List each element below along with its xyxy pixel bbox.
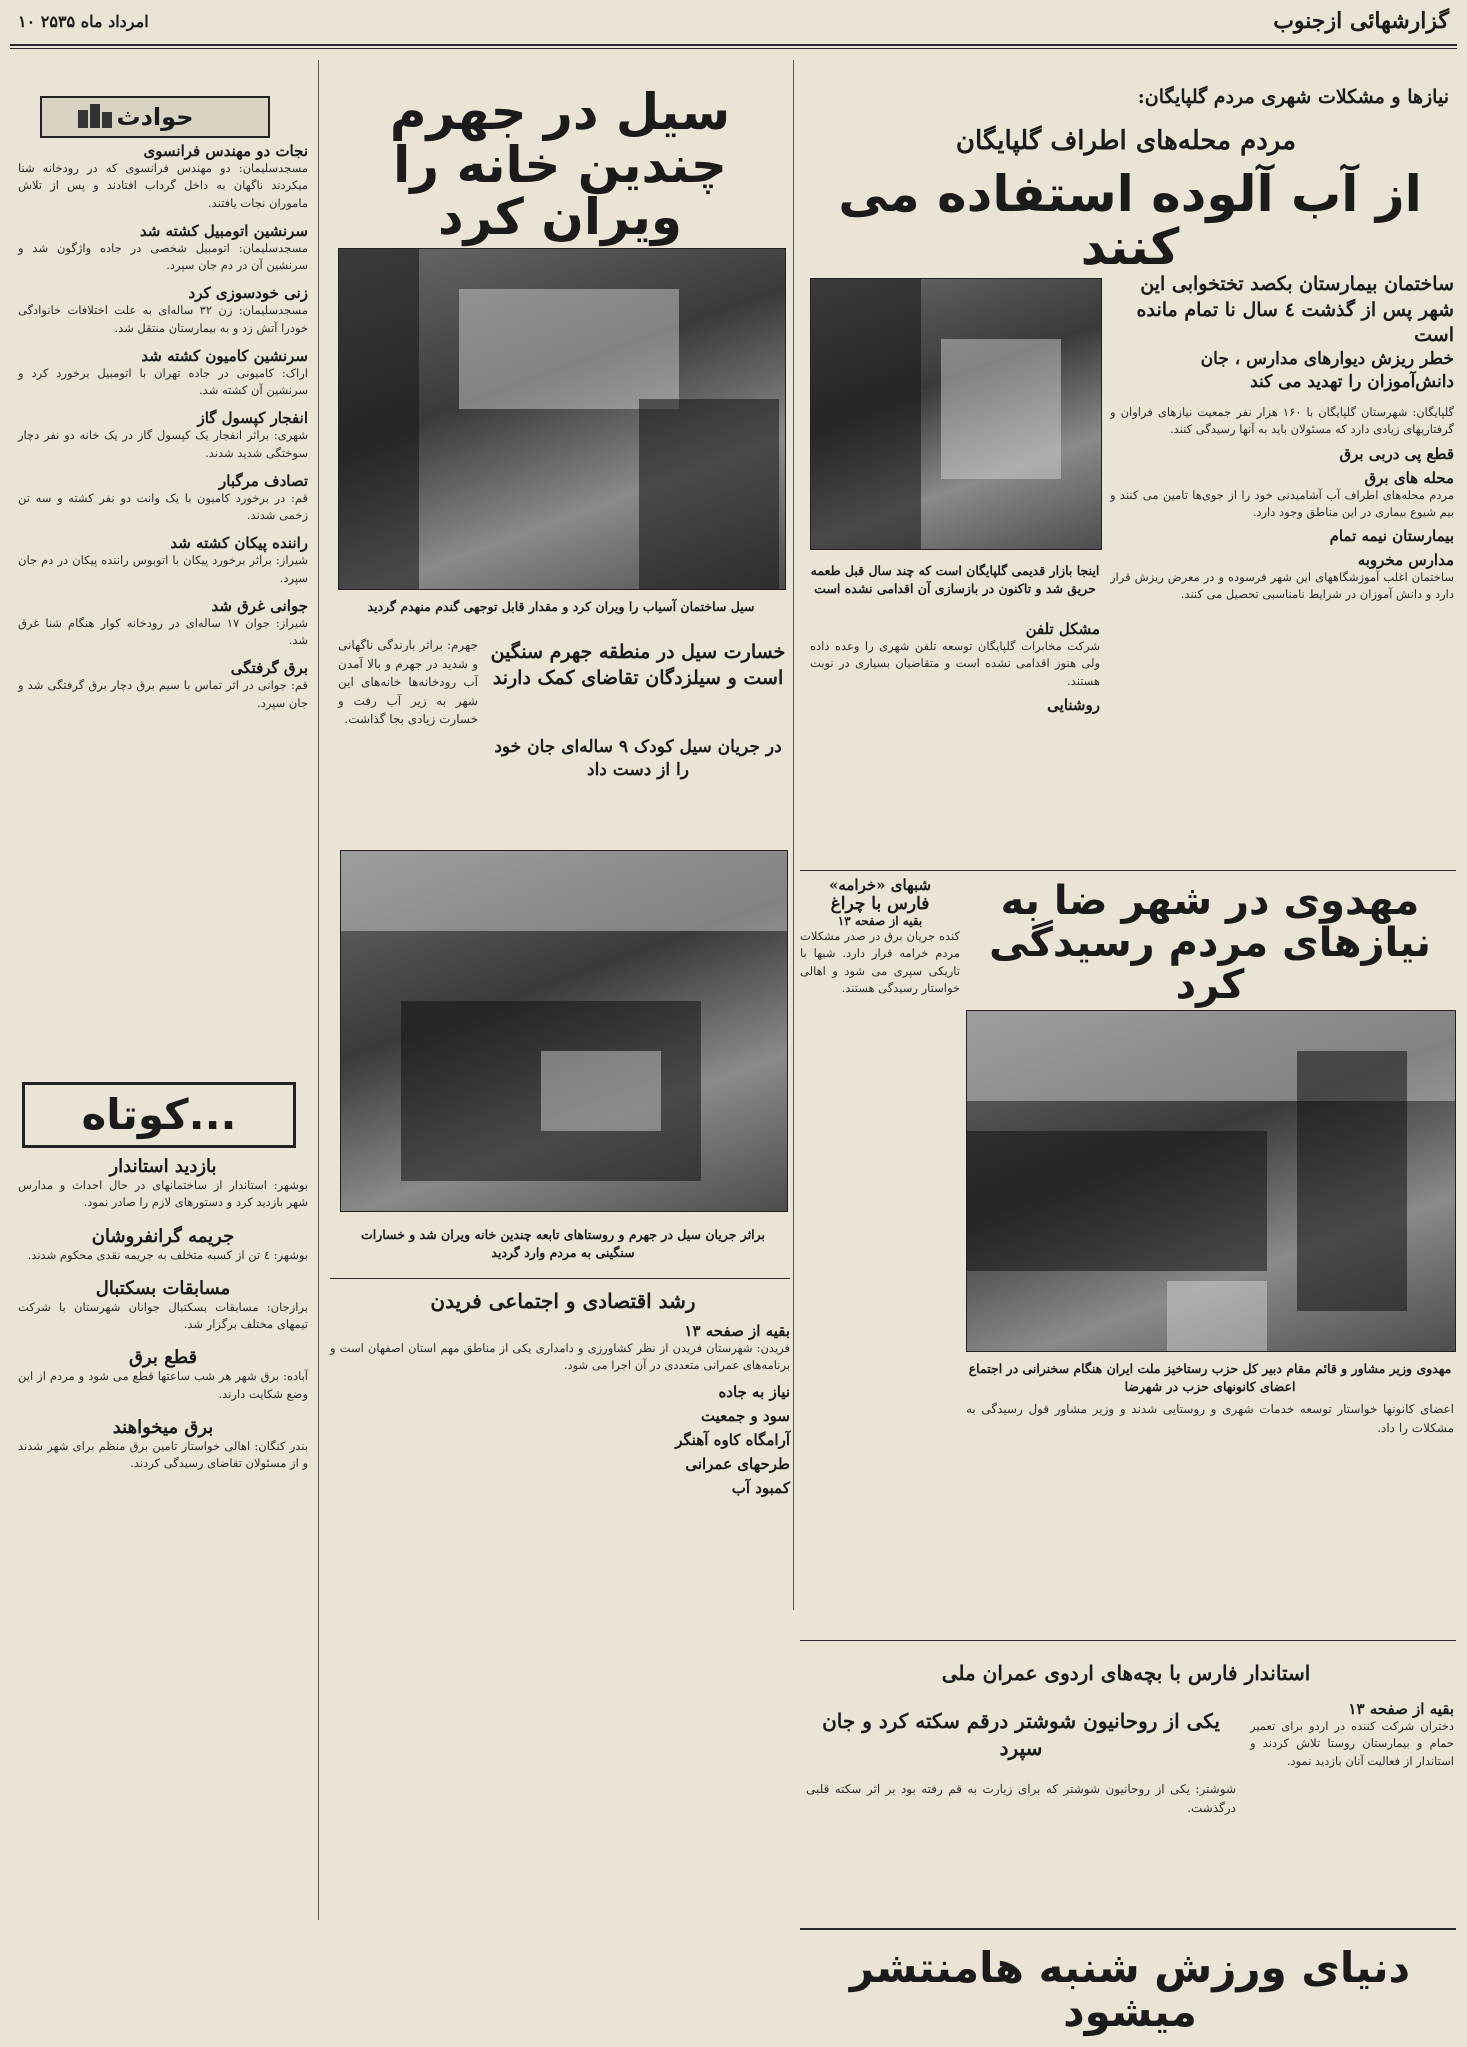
economy-cont: بقیه از صفحه ۱۳: [684, 1322, 790, 1340]
economy-article: [330, 1322, 790, 1922]
economy-subhead-kaveh: آرامگاه کاوه آهنگر: [675, 1430, 790, 1449]
center-rule: [330, 1278, 790, 1279]
golpayegan-body-a: گلپایگان: شهرستان گلپایگان با ۱۶۰ هزار نفر جمعیت نیازهای فراوان و گرفتاریهای زیادی دارد که مسئولان باید به آنها رسیدگی کنند.: [1110, 405, 1454, 437]
hawadeth-item-title: نجات دو مهندس فرانسوی: [143, 142, 308, 160]
fars-headline: استاندار فارس با بچه‌های اردوی عمران ملی: [941, 1661, 1311, 1685]
issue-date: ۱۰ امرداد ماه ۲۵۳۵: [18, 12, 149, 31]
golpayegan-body-2: [810, 620, 1100, 870]
hawadeth-item: [18, 534, 308, 587]
hawadeth-item-body: شهری: براثر انفجار یک کپسول گاز در یک خانه دو نفر دچار سوختگی شدید شدند.: [18, 428, 308, 460]
fars-rule: [800, 1640, 1456, 1641]
kootah-list: [18, 1156, 308, 1472]
fars-article: [1250, 1700, 1454, 1770]
kootah-item-title: بازدید استاندار: [109, 1156, 217, 1177]
golpayegan-body: [1110, 404, 1454, 874]
hawadeth-item-body: اراک: کامیونی در جاده تهران با اتومبیل برخورد کرد و سرنشین آن کشته شد.: [18, 365, 308, 397]
golpayegan-kicker: نیازها و مشکلات شهری مردم گلپایگان:: [1137, 86, 1449, 108]
flood-mill-caption: سیل ساختمان آسیاب را ویران کرد و مقدار قابل توجهی گندم منهدم گردید: [367, 599, 755, 614]
sport-rule: [800, 1928, 1456, 1930]
kootah-item-body: آباده: برق شهر هر شب ساعتها قطع می شود و مردم از این وضع شکایت دارند.: [18, 1369, 308, 1401]
hawadeth-item: [18, 659, 308, 712]
hawadeth-item-body: قم: در برخورد کامیون با یک وانت دو نفر کشته و سه تن زخمی شدند.: [18, 490, 308, 522]
hawadeth-item: [18, 597, 308, 650]
golpayegan-deck: مردم محله‌های اطراف گلپایگان: [955, 126, 1297, 156]
kootah-box-title: کوتاه...: [22, 1082, 296, 1148]
hawadeth-box-title: حوادث: [40, 96, 270, 138]
kootah-item: [18, 1156, 308, 1212]
kootah-item-body: بوشهر: استاندار از ساختمانهای در حال احداث و مدارس شهر بازدید کرد و دستورهای لازم را صادر نمود.: [18, 1178, 308, 1210]
header-rule: [10, 44, 1457, 46]
khorameh-title: فارس با چراغ: [830, 894, 930, 914]
mahdavi-photo: [966, 1010, 1456, 1352]
flood-houses-caption: براثر جریان سیل در جهرم و روستاهای تابعه چندین خانه ویران شد و خسارات سنگینی به مردم وارد گردید: [360, 1227, 766, 1261]
header-rule-thin: [10, 48, 1457, 49]
section-title: گزارشهائی ازجنوب: [1273, 8, 1449, 34]
flood-mill-photo: [338, 248, 786, 590]
golpayegan-body-c: شرکت مخابرات گلپایگان توسعه تلفن شهری را وعده داده ولی هنوز اقدامی نشده است و متقاضیان بسیاری در نوبت هستند.: [810, 639, 1100, 688]
hawadeth-item-body: مسجدسلیمان: دو مهندس فرانسوی که در رودخانه شنا میکردند ناگهان به داخل گرداب افتادند و پس از تلاش ماموران نجات یافتند.: [18, 161, 308, 210]
building-icon: [76, 100, 116, 130]
hawadeth-list: [18, 142, 308, 712]
mahdavi-caption: مهدوی وزیر مشاور و قائم مقام دبیر کل حزب رستاخیز ملت ایران هنگام سخنرانی در اجتماع اعضای کانونهای حزب در شهرضا: [968, 1361, 1452, 1395]
subhead-hospital: بیمارستان نیمه تمام: [1329, 527, 1454, 545]
hawadeth-item-title: انفجار کپسول گاز: [197, 409, 308, 428]
jahrom-headline: سیل در جهرم چندین خانه را ویران کرد: [389, 83, 731, 246]
jahrom-subheadline: خسارت سیل در منطقه جهرم سنگین است و سیلزدگان تقاضای کمک دارند: [490, 641, 786, 689]
golpayegan-body-d: مردم محله‌های اطراف آب آشامیدنی خود را از جوی‌ها تامین می کنند و بیم شیوع بیماری در این مناطق وجود دارد.: [1110, 487, 1454, 519]
golpayegan-body-b: ساختمان اغلب آموزشگاههای این شهر فرسوده و در معرض ریزش قرار دارد و دانش آموزان در شرایط نامناسبی تحصیل می کنند.: [1110, 570, 1454, 602]
hawadeth-item-body: مسجدسلیمان: زن ۳۲ ساله‌ای به علت اختلافات خانوادگی خودرا آتش زد و به بیمارستان منتقل شد.: [18, 303, 308, 335]
hawadeth-item-body: شیراز: جوان ۱۷ ساله‌ای در رودخانه کوار هنگام شنا غرق شد.: [18, 615, 308, 647]
golpayegan-sub1: ساختمان بیمارستان بکصد تختخوابی این شهر پس از گذشت ٤ سال نا تمام مانده است: [1136, 273, 1454, 347]
kootah-item-body: بندر کنگان: اهالی خواستار تامین برق منظم برای شهر شدند و از مسئولان تقاضای رسیدگی کردند.: [18, 1438, 308, 1470]
hawadeth-item: [18, 347, 308, 400]
hawadeth-item-body: شیراز: براثر برخورد پیکان با اتوبوس راننده پیکان در دم جان سپرد.: [18, 553, 308, 585]
jahrom-subheadline-2: در جریان سیل کودک ۹ ساله‌ای جان خود را از دست داد: [494, 737, 782, 780]
subhead-schools: مدارس مخروبه: [1357, 551, 1454, 569]
fars-cont: بقیه از صفحه ۱۳: [1348, 1700, 1454, 1718]
column-rule-2: [793, 60, 794, 1610]
hawadeth-item-title: جوانی غرق شد: [211, 596, 308, 615]
khorameh-body: کنده جریان برق در صدر مشکلات مردم خرامه قرار دارد. شبها با تاریکی سپری می شود و اهالی خواستار رسیدگی هستند.: [800, 929, 960, 995]
hawadeth-item-title: برق گرفتگی: [230, 659, 308, 678]
economy-body: فریدن: شهرستان فریدن از نظر کشاورزی و دامداری یکی از مناطق مهم استان اصفهان است و برنامه‌های عمرانی متعددی در آن اجرا می شود.: [330, 1341, 790, 1373]
kootah-item-body: بوشهر: ٤ تن از کسبه متخلف به جریمه نقدی محکوم شدند.: [27, 1247, 308, 1262]
subhead-water: محله های برق: [1364, 468, 1454, 487]
mahdavi-body: اعضای کانونها خواستار توسعه خدمات شهری و روستایی شدند و وزیر مشاور قول رسیدگی به مشکلات را داد.: [966, 1402, 1454, 1435]
economy-headline: رشد اقتصادی و اجتماعی فریدن: [430, 1289, 696, 1313]
khorameh-cont: بقیه از صفحه ۱۳: [837, 914, 923, 928]
sport-banner: دنیای ورزش شنبه هامنتشر میشود: [849, 1943, 1411, 2037]
hawadeth-item-title: راننده پیکان کشته شد: [170, 534, 308, 553]
economy-subhead-water: کمبود آب: [731, 1478, 790, 1497]
subhead-lighting: روشنایی: [1047, 695, 1100, 714]
economy-subhead-road: نیاز به جاده: [718, 1382, 790, 1401]
kootah-item-body: برازجان: مسابقات بسکتبال جوانان شهرستان با شرکت تیمهای مختلف برگزار شد.: [18, 1299, 308, 1331]
hawadeth-item: [18, 409, 308, 462]
economy-subhead-population: سود و جمعیت: [700, 1406, 790, 1425]
kootah-item-title: قطع برق: [128, 1347, 198, 1369]
hawadeth-item: [18, 284, 308, 337]
khorameh-head: شبهای «خرامه»: [828, 876, 932, 894]
column-rule-1: [318, 60, 319, 1920]
golpayegan-headline: از آب آلوده استفاده می کنند: [838, 165, 1422, 276]
economy-subhead-projects: طرحهای عمرانی: [685, 1454, 790, 1473]
hawadeth-item: [18, 142, 308, 212]
flood-houses-photo: [340, 850, 788, 1212]
kootah-item: [18, 1347, 308, 1403]
hawadeth-item-title: سرنشین کامیون کشته شد: [141, 346, 308, 365]
khorameh-sidebar: [800, 876, 960, 1396]
cleric-body: شوشتر: یکی از روحانیون شوشتر که برای زیارت به قم رفته بود بر اثر سکته قلبی درگذشت.: [806, 1782, 1236, 1815]
bazaar-photo: [810, 278, 1102, 550]
kootah-item: [18, 1417, 308, 1473]
mahdavi-headline: مهدوی در شهر ضا به نیازهای مردم رسیدگی کرد: [989, 878, 1431, 1008]
hawadeth-item-title: سرنشین اتومبیل کشته شد: [139, 221, 308, 240]
fars-body: دختران شرکت کننده در اردو برای تعمیر حمام و بیمارستان روستا تلاش کردند و استاندار از فعالیت آنان بازدید نمود.: [1250, 1719, 1454, 1768]
bazaar-caption: اینجا بازار قدیمی گلپایگان است که چند سال قبل طعمه حریق شد و تاکنون در بازسازی آن اقدامی نشده است: [810, 563, 1100, 597]
cleric-headline: یکی از روحانیون شوشتر درقم سکته کرد و جان سپرد: [822, 1709, 1220, 1760]
kootah-item-title: برق میخواهند: [112, 1416, 214, 1438]
hawadeth-item: [18, 222, 308, 275]
hawadeth-item-body: قم: جوانی در اثر تماس با سیم برق دچار برق گرفتگی شد و جان سپرد.: [18, 678, 308, 710]
subhead-electric: قطع پی دربی برق: [1339, 444, 1454, 463]
right-rule: [800, 870, 1456, 871]
hawadeth-item: [18, 472, 308, 525]
subhead-phone: مشکل تلفن: [1025, 620, 1100, 638]
golpayegan-sub2: خطر ریزش دیوارهای مدارس ، جان دانش‌آموزان را تهدید می کند: [1200, 349, 1454, 392]
jahrom-body: جهرم: براثر بارندگی ناگهانی و شدید در جهرم و بالا آمدن آب رودخانه‌ها خانه‌های این شهر به زیر آب رفت و خسارت زیادی بجا گذاشت.: [338, 638, 478, 727]
kootah-item: [18, 1278, 308, 1334]
kootah-item-title: جریمه گرانفروشان: [91, 1225, 235, 1247]
kootah-item-title: مسابقات بسکتبال: [95, 1277, 231, 1299]
hawadeth-item-title: تصادف مرگبار: [219, 471, 308, 490]
kootah-item: [18, 1226, 308, 1264]
hawadeth-item-title: زنی خودسوزی کرد: [188, 284, 308, 303]
hawadeth-item-body: مسجدسلیمان: اتومبیل شخصی در جاده واژگون شد و سرنشین آن در دم جان سپرد.: [18, 240, 308, 272]
